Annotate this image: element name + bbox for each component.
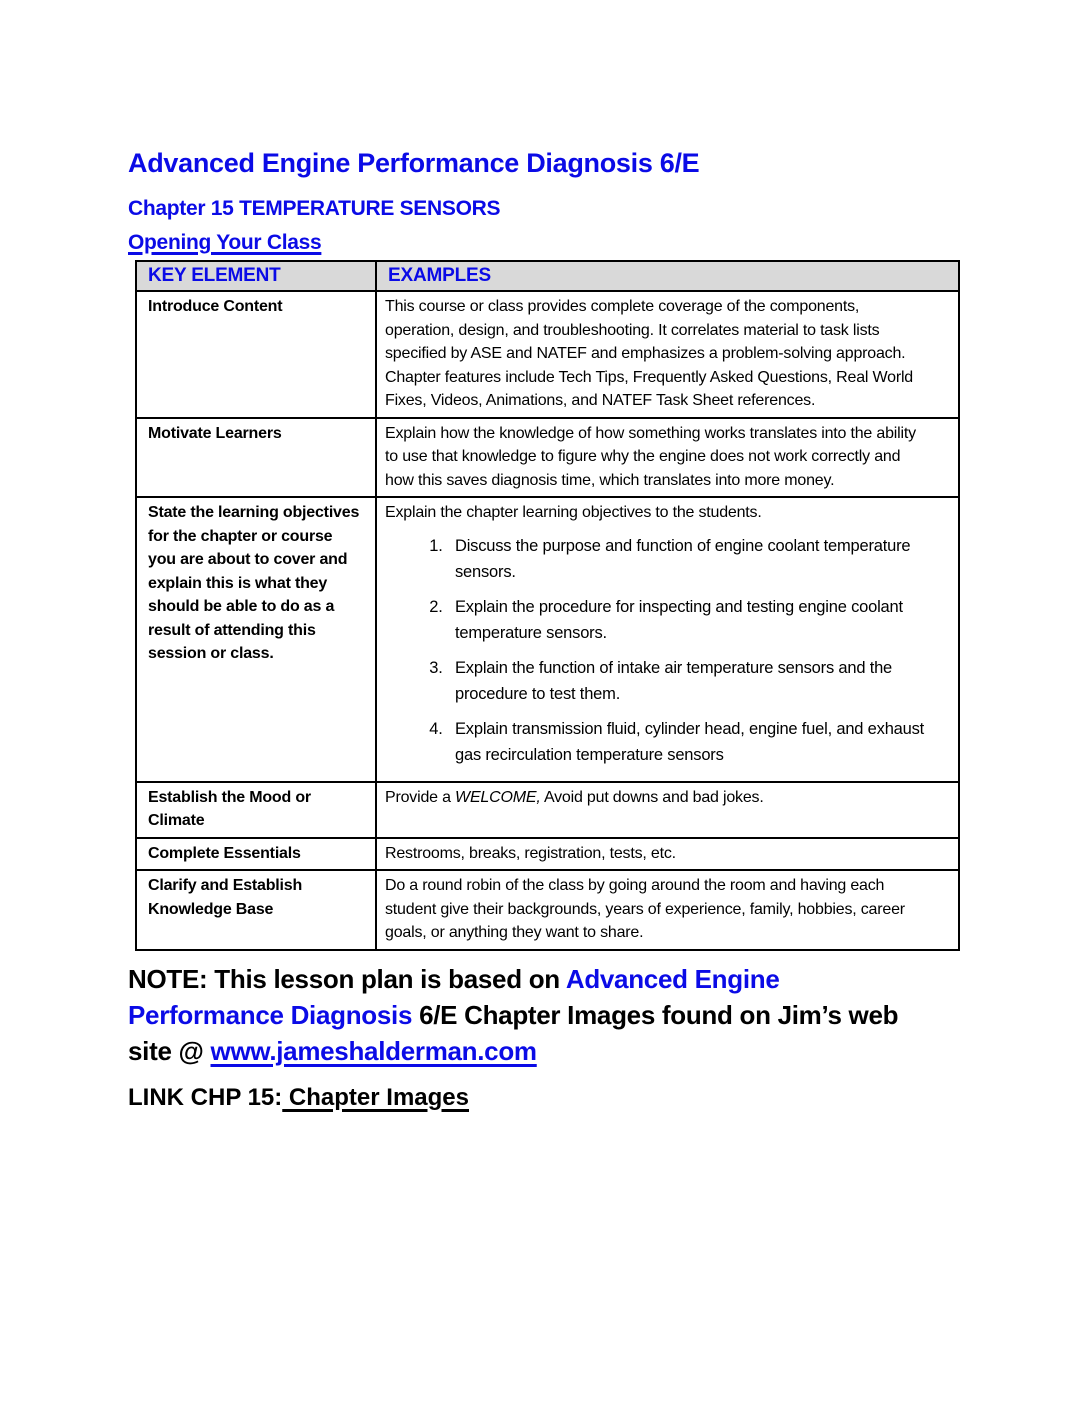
key-element-cell: Introduce Content bbox=[136, 291, 376, 418]
link-line bbox=[128, 1083, 963, 1113]
lesson-plan-table bbox=[135, 260, 960, 951]
example-text: Avoid put downs and bad jokes. bbox=[540, 788, 764, 806]
header-row bbox=[136, 261, 959, 291]
website-link[interactable]: www.jameshalderman.com bbox=[210, 1035, 537, 1066]
note-middle-text: 6/E Chapter Images found on Jim’s web site @ bbox=[128, 999, 899, 1066]
objective-item: 2. Explain the procedure for inspecting and testing engine coolant temperature sensors. bbox=[447, 594, 930, 646]
example-cell: This course or class provides complete coverage of the components, operation, design, and troubleshooting. It correlates material to task lists specified by ASE and NATEF and emphasizes a problem-solving approach. Chapter features include Tech Tips, Frequently Asked Questions, Real World Fixes, Videos, Animations, and NATEF Task Sheet references. bbox=[376, 291, 959, 418]
table-row-motivate-learners bbox=[136, 418, 959, 498]
objectives-intro: Explain the chapter learning objectives to the students. bbox=[385, 504, 762, 521]
key-element-cell: Complete Essentials bbox=[136, 838, 376, 871]
table-row-clarify-knowledge-base bbox=[136, 870, 959, 950]
table-header bbox=[136, 261, 959, 291]
key-element-cell: Clarify and Establish Knowledge Base bbox=[136, 870, 376, 950]
section-heading: Opening Your Class bbox=[128, 231, 322, 254]
column-header-examples: EXAMPLES bbox=[376, 261, 959, 291]
chapter-heading: Chapter 15 TEMPERATURE SENSORS bbox=[128, 197, 501, 220]
link-line-prefix: LINK CHP 15: bbox=[128, 1083, 283, 1111]
table-row-establish-mood bbox=[136, 782, 959, 838]
table-row-introduce-content bbox=[136, 291, 959, 418]
example-text: Provide a bbox=[385, 788, 456, 806]
table-row-learning-objectives bbox=[136, 497, 959, 782]
chapter-images-link[interactable]: Chapter Images bbox=[282, 1083, 469, 1111]
example-cell bbox=[376, 782, 959, 838]
column-header-key-element: KEY ELEMENT bbox=[136, 261, 376, 291]
key-element-cell: Establish the Mood or Climate bbox=[136, 782, 376, 838]
note-prefix-text: NOTE: This lesson plan is based on bbox=[128, 963, 566, 994]
objective-item: 1. Discuss the purpose and function of engine coolant temperature sensors. bbox=[447, 533, 930, 585]
example-cell: Restrooms, breaks, registration, tests, etc. bbox=[376, 838, 959, 871]
table-row-complete-essentials bbox=[136, 838, 959, 871]
example-cell bbox=[376, 497, 959, 782]
objective-item: 4. Explain transmission fluid, cylinder head, engine fuel, and exhaust gas recirculation temperature sensors bbox=[447, 716, 930, 768]
note-paragraph bbox=[128, 961, 910, 1069]
objectives-list bbox=[385, 533, 930, 768]
key-element-cell: Motivate Learners bbox=[136, 418, 376, 498]
key-element-cell: State the learning objectives for the chapter or course you are about to cover and explain this is what they should be able to do as a result of attending this session or class. bbox=[136, 497, 376, 782]
objective-item: 3. Explain the function of intake air temperature sensors and the procedure to test them. bbox=[447, 655, 930, 707]
example-italic-text: WELCOME, bbox=[455, 788, 541, 806]
example-cell: Do a round robin of the class by going around the room and having each student give their backgrounds, years of experience, family, hobbies, career goals, or anything they want to share. bbox=[376, 870, 959, 950]
book-title-highlight: Advanced Engine Performance Diagnosis bbox=[128, 963, 780, 1030]
example-cell: Explain how the knowledge of how something works translates into the ability to use that knowledge to figure why the engine does not work correctly and how this saves diagnosis time, which translates into more money. bbox=[376, 418, 959, 498]
page-title: Advanced Engine Performance Diagnosis 6/E bbox=[128, 148, 700, 178]
